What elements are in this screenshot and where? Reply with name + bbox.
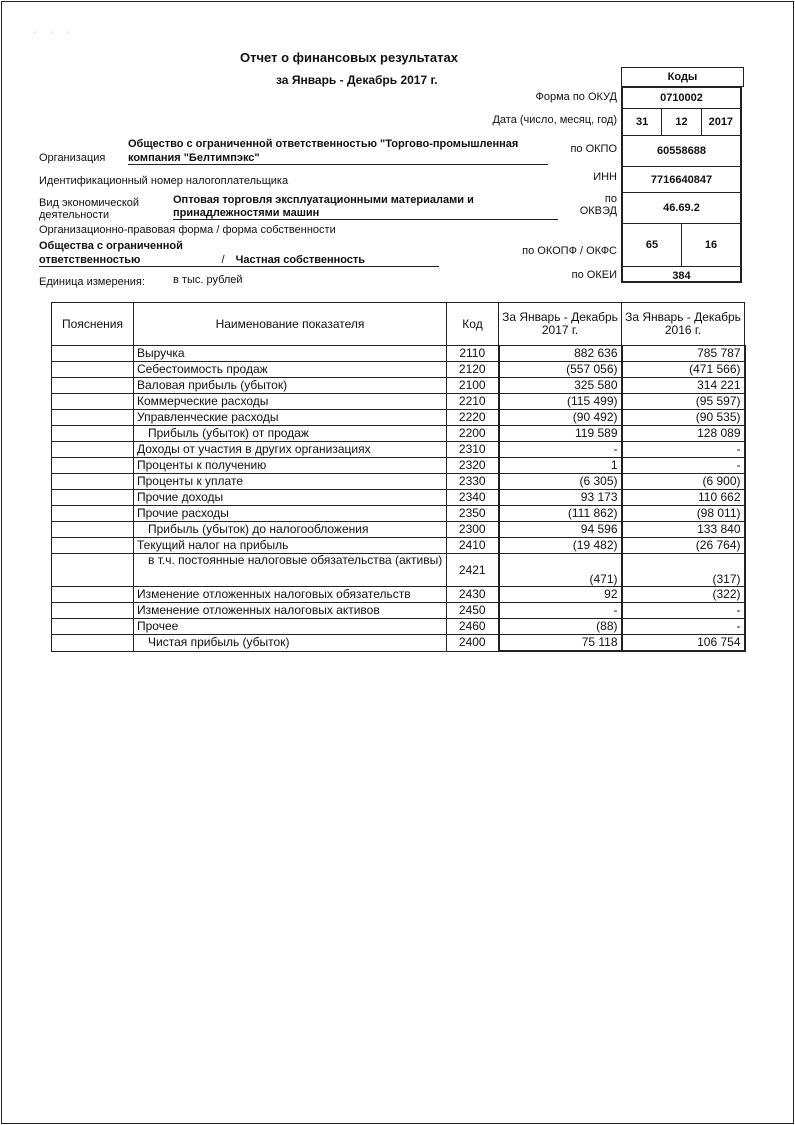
table-row xyxy=(52,635,745,652)
cell-current-value: (471) xyxy=(499,554,622,587)
cell-notes xyxy=(52,538,134,554)
report-period: за Январь - Декабрь 2017 г. xyxy=(276,73,438,87)
cell-notes xyxy=(52,474,134,490)
activity-label-2: деятельности xyxy=(39,209,110,221)
cell-current-value: (88) xyxy=(499,619,622,635)
cell-current-value: (115 499) xyxy=(499,394,622,410)
activity-label-1: Вид экономической xyxy=(39,197,140,209)
ownership-form: Частная собственность xyxy=(235,254,366,266)
date-month: 12 xyxy=(661,109,700,135)
cell-current-value: 94 596 xyxy=(499,522,622,538)
cell-indicator-name: в т.ч. постоянные налоговые обязательства (активы) xyxy=(134,554,447,587)
cell-indicator-name: Проценты к уплате xyxy=(134,474,447,490)
cell-previous-value: 106 754 xyxy=(622,635,745,652)
legal-form-separator: / xyxy=(221,254,225,266)
cell-indicator-name: Изменение отложенных налоговых обязательств xyxy=(134,587,447,603)
cell-notes xyxy=(52,346,134,362)
cell-notes xyxy=(52,362,134,378)
cell-indicator-name: Прочее xyxy=(134,619,447,635)
header-current-line1: За Январь - Декабрь xyxy=(502,310,618,324)
okopf-code: 65 xyxy=(645,239,659,251)
cell-previous-value: (98 011) xyxy=(622,506,745,522)
cell-code: 2200 xyxy=(447,426,499,442)
cell-indicator-name: Текущий налог на прибыль xyxy=(134,538,447,554)
date-code xyxy=(623,109,740,136)
table-row xyxy=(52,490,745,506)
table-row xyxy=(52,474,745,490)
cell-indicator-name: Прочие расходы xyxy=(134,506,447,522)
cell-indicator-name: Прибыль (убыток) до налогообложения xyxy=(134,522,447,538)
cell-code: 2330 xyxy=(447,474,499,490)
cell-previous-value: (26 764) xyxy=(622,538,745,554)
cell-previous-value: (95 597) xyxy=(622,394,745,410)
cell-notes xyxy=(52,603,134,619)
cell-current-value: (19 482) xyxy=(499,538,622,554)
codes-box xyxy=(621,86,742,283)
cell-notes xyxy=(52,490,134,506)
header-current-line2: 2017 г. xyxy=(541,323,579,337)
codes-header: Коды xyxy=(621,67,744,87)
cell-indicator-name: Коммерческие расходы xyxy=(134,394,447,410)
header-previous-line2: 2016 г. xyxy=(664,323,702,337)
org-name-line2: компания "Белтимпэкс" xyxy=(128,152,548,165)
cell-code: 2120 xyxy=(447,362,499,378)
cell-current-value: 882 636 xyxy=(499,346,622,362)
cell-notes xyxy=(52,619,134,635)
cell-previous-value: 314 221 xyxy=(622,378,745,394)
cell-current-value: 119 589 xyxy=(499,426,622,442)
cell-code: 2300 xyxy=(447,522,499,538)
cell-current-value: - xyxy=(499,442,622,458)
cell-previous-value: (6 900) xyxy=(622,474,745,490)
cell-code: 2310 xyxy=(447,442,499,458)
okud-label: Форма по ОКУД xyxy=(535,91,617,103)
cell-notes xyxy=(52,554,134,587)
unit-value: в тыс. рублей xyxy=(173,274,243,286)
cell-previous-value: - xyxy=(622,603,745,619)
financial-results-table xyxy=(51,302,746,652)
cell-current-value: (90 492) xyxy=(499,410,622,426)
cell-indicator-name: Управленческие расходы xyxy=(134,410,447,426)
cell-code: 2100 xyxy=(447,378,499,394)
cell-indicator-name: Валовая прибыль (убыток) xyxy=(134,378,447,394)
cell-indicator-name: Чистая прибыль (убыток) xyxy=(134,635,447,652)
cell-current-value: 75 118 xyxy=(499,635,622,652)
cell-previous-value: 133 840 xyxy=(622,522,745,538)
scan-artifact: · · · xyxy=(34,29,75,36)
table-header-row xyxy=(52,303,745,346)
okei-code: 384 xyxy=(672,270,691,282)
header-previous xyxy=(622,303,745,346)
cell-code: 2110 xyxy=(447,346,499,362)
okfs-code: 16 xyxy=(681,224,740,266)
cell-current-value: 93 173 xyxy=(499,490,622,506)
cell-code: 2220 xyxy=(447,410,499,426)
cell-notes xyxy=(52,426,134,442)
cell-previous-value: (90 535) xyxy=(622,410,745,426)
cell-code: 2450 xyxy=(447,603,499,619)
cell-notes xyxy=(52,458,134,474)
cell-current-value: 325 580 xyxy=(499,378,622,394)
legal-form-text: ответственностью xyxy=(39,254,141,266)
cell-previous-value: 128 089 xyxy=(622,426,745,442)
cell-current-value: - xyxy=(499,603,622,619)
cell-notes xyxy=(52,635,134,652)
cell-notes xyxy=(52,442,134,458)
cell-current-value: (6 305) xyxy=(499,474,622,490)
unit-label: Единица измерения: xyxy=(39,276,145,288)
cell-current-value: (557 056) xyxy=(499,362,622,378)
table-row xyxy=(52,538,745,554)
cell-code: 2460 xyxy=(447,619,499,635)
cell-indicator-name: Себестоимость продаж xyxy=(134,362,447,378)
cell-previous-value: 110 662 xyxy=(622,490,745,506)
cell-notes xyxy=(52,522,134,538)
cell-previous-value: (322) xyxy=(622,587,745,603)
header-name: Наименование показателя xyxy=(134,303,447,346)
okved-label-2: ОКВЭД xyxy=(579,205,617,217)
table-row xyxy=(52,346,745,362)
legal-form-line2 xyxy=(39,254,439,267)
cell-previous-value: (317) xyxy=(622,554,745,587)
inn-code: 7716640847 xyxy=(623,167,740,193)
okpo-label: по ОКПО xyxy=(570,143,617,155)
table-row xyxy=(52,378,745,394)
activity-line1: Оптовая торговля эксплуатационными материалами и xyxy=(173,194,474,206)
cell-notes xyxy=(52,506,134,522)
okopf-label: по ОКОПФ / ОКФС xyxy=(522,245,617,257)
table-row xyxy=(52,603,745,619)
cell-code: 2320 xyxy=(447,458,499,474)
cell-notes xyxy=(52,394,134,410)
okud-code: 0710002 xyxy=(623,88,740,109)
cell-previous-value: (471 566) xyxy=(622,362,745,378)
cell-current-value: 92 xyxy=(499,587,622,603)
table-body xyxy=(52,346,745,652)
okved-code: 46.69.2 xyxy=(623,193,740,224)
table-row xyxy=(52,394,745,410)
cell-notes xyxy=(52,587,134,603)
cell-code: 2400 xyxy=(447,635,499,652)
header-current xyxy=(499,303,622,346)
cell-indicator-name: Проценты к получению xyxy=(134,458,447,474)
okved-label-1: по xyxy=(604,193,617,205)
cell-code: 2350 xyxy=(447,506,499,522)
header-previous-line1: За Январь - Декабрь xyxy=(625,310,741,324)
date-label: Дата (число, месяц, год) xyxy=(492,114,617,126)
date-day: 31 xyxy=(636,116,649,128)
legal-form-line1: Общества с ограниченной xyxy=(39,240,183,252)
activity-line2: принадлежностями машин xyxy=(173,207,558,220)
date-year: 2017 xyxy=(701,109,740,135)
table-row xyxy=(52,442,745,458)
table-row xyxy=(52,426,745,442)
cell-indicator-name: Доходы от участия в других организациях xyxy=(134,442,447,458)
okei-label: по ОКЕИ xyxy=(571,269,617,281)
cell-previous-value: - xyxy=(622,442,745,458)
cell-previous-value: - xyxy=(622,619,745,635)
table-row xyxy=(52,506,745,522)
table-row xyxy=(52,410,745,426)
cell-notes xyxy=(52,410,134,426)
table-row xyxy=(52,587,745,603)
cell-code: 2340 xyxy=(447,490,499,506)
cell-indicator-name: Прибыль (убыток) от продаж xyxy=(134,426,447,442)
cell-notes xyxy=(52,378,134,394)
cell-current-value: (111 862) xyxy=(499,506,622,522)
org-name-line1: Общество с ограниченной ответственностью "Торгово-промышленная xyxy=(128,138,519,150)
inn-label: ИНН xyxy=(593,171,617,183)
okopf-okfs-code xyxy=(623,224,740,267)
table-row xyxy=(52,522,745,538)
cell-code: 2430 xyxy=(447,587,499,603)
report-title: Отчет о финансовых результатах xyxy=(240,50,458,65)
cell-code: 2210 xyxy=(447,394,499,410)
tin-label: Идентификационный номер налогоплательщика xyxy=(39,175,289,187)
cell-indicator-name: Выручка xyxy=(134,346,447,362)
table-row xyxy=(52,362,745,378)
org-label: Организация xyxy=(39,152,106,164)
cell-indicator-name: Изменение отложенных налоговых активов xyxy=(134,603,447,619)
table-row xyxy=(52,554,745,587)
cell-previous-value: 785 787 xyxy=(622,346,745,362)
legal-form-label: Организационно-правовая форма / форма собственности xyxy=(39,224,336,236)
header-notes: Пояснения xyxy=(52,303,134,346)
okpo-code: 60558688 xyxy=(623,136,740,167)
cell-indicator-name: Прочие доходы xyxy=(134,490,447,506)
table-row xyxy=(52,619,745,635)
header-code: Код xyxy=(447,303,499,346)
cell-code: 2410 xyxy=(447,538,499,554)
cell-current-value: 1 xyxy=(499,458,622,474)
cell-previous-value: - xyxy=(622,458,745,474)
table-row xyxy=(52,458,745,474)
cell-code: 2421 xyxy=(447,554,499,587)
